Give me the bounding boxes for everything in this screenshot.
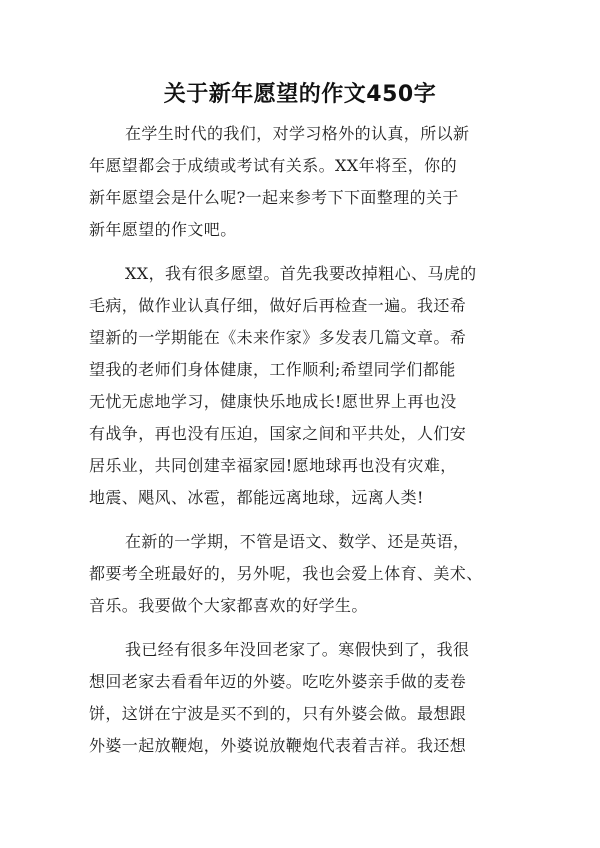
- paragraph-line: 音乐。我要做个大家都喜欢的好学生。: [89, 596, 368, 615]
- paragraph-line: 望新的一学期能在《未来作家》多发表几篇文章。希: [89, 328, 467, 347]
- paragraph-line: 在新的一学期，不管是语文、数学、还是英语，: [125, 532, 470, 551]
- paragraph-line: 有战争，再也没有压迫，国家之间和平共处，人们安: [89, 424, 467, 443]
- document-body: [89, 118, 529, 774]
- paragraph-line: 年愿望都会于成绩或考试有关系。XX年将至，你的: [89, 156, 457, 175]
- paragraph-1: [89, 118, 529, 246]
- paragraph-line: 饼，这饼在宁波是买不到的，只有外婆会做。最想跟: [89, 704, 467, 723]
- paragraph-line: 我已经有很多年没回老家了。寒假快到了，我很: [125, 640, 470, 659]
- paragraph-line: 都要考全班最好的，另外呢，我也会爱上体育、美术、: [89, 564, 483, 583]
- paragraph-line: 在学生时代的我们，对学习格外的认真，所以新: [125, 124, 470, 143]
- paragraph-line: 新年愿望的作文吧。: [89, 220, 237, 239]
- paragraph-2: [89, 258, 529, 514]
- paragraph-line: 地震、飓风、冰雹，都能远离地球，远离人类!: [89, 488, 424, 507]
- paragraph-line: 新年愿望会是什么呢?一起来参考下下面整理的关于: [89, 188, 459, 207]
- paragraph-3: [89, 526, 529, 622]
- paragraph-line: 望我的老师们身体健康，工作顺利;希望同学们都能: [89, 360, 456, 379]
- document-title: 关于新年愿望的作文450字: [163, 82, 437, 107]
- paragraph-line: 毛病，做作业认真仔细，做好后再检查一遍。我还希: [89, 296, 467, 315]
- paragraph-line: XX，我有很多愿望。首先我要改掉粗心、马虎的: [125, 264, 477, 283]
- paragraph-line: 想回老家去看看年迈的外婆。吃吃外婆亲手做的麦卷: [89, 672, 467, 691]
- paragraph-line: 无忧无虑地学习，健康快乐地成长!愿世界上再也没: [89, 392, 457, 411]
- paragraph-line: 外婆一起放鞭炮，外婆说放鞭炮代表着吉祥。我还想: [89, 736, 467, 755]
- paragraph-line: 居乐业，共同创建幸福家园!愿地球再也没有灾难，: [89, 456, 457, 475]
- paragraph-4: [89, 634, 529, 762]
